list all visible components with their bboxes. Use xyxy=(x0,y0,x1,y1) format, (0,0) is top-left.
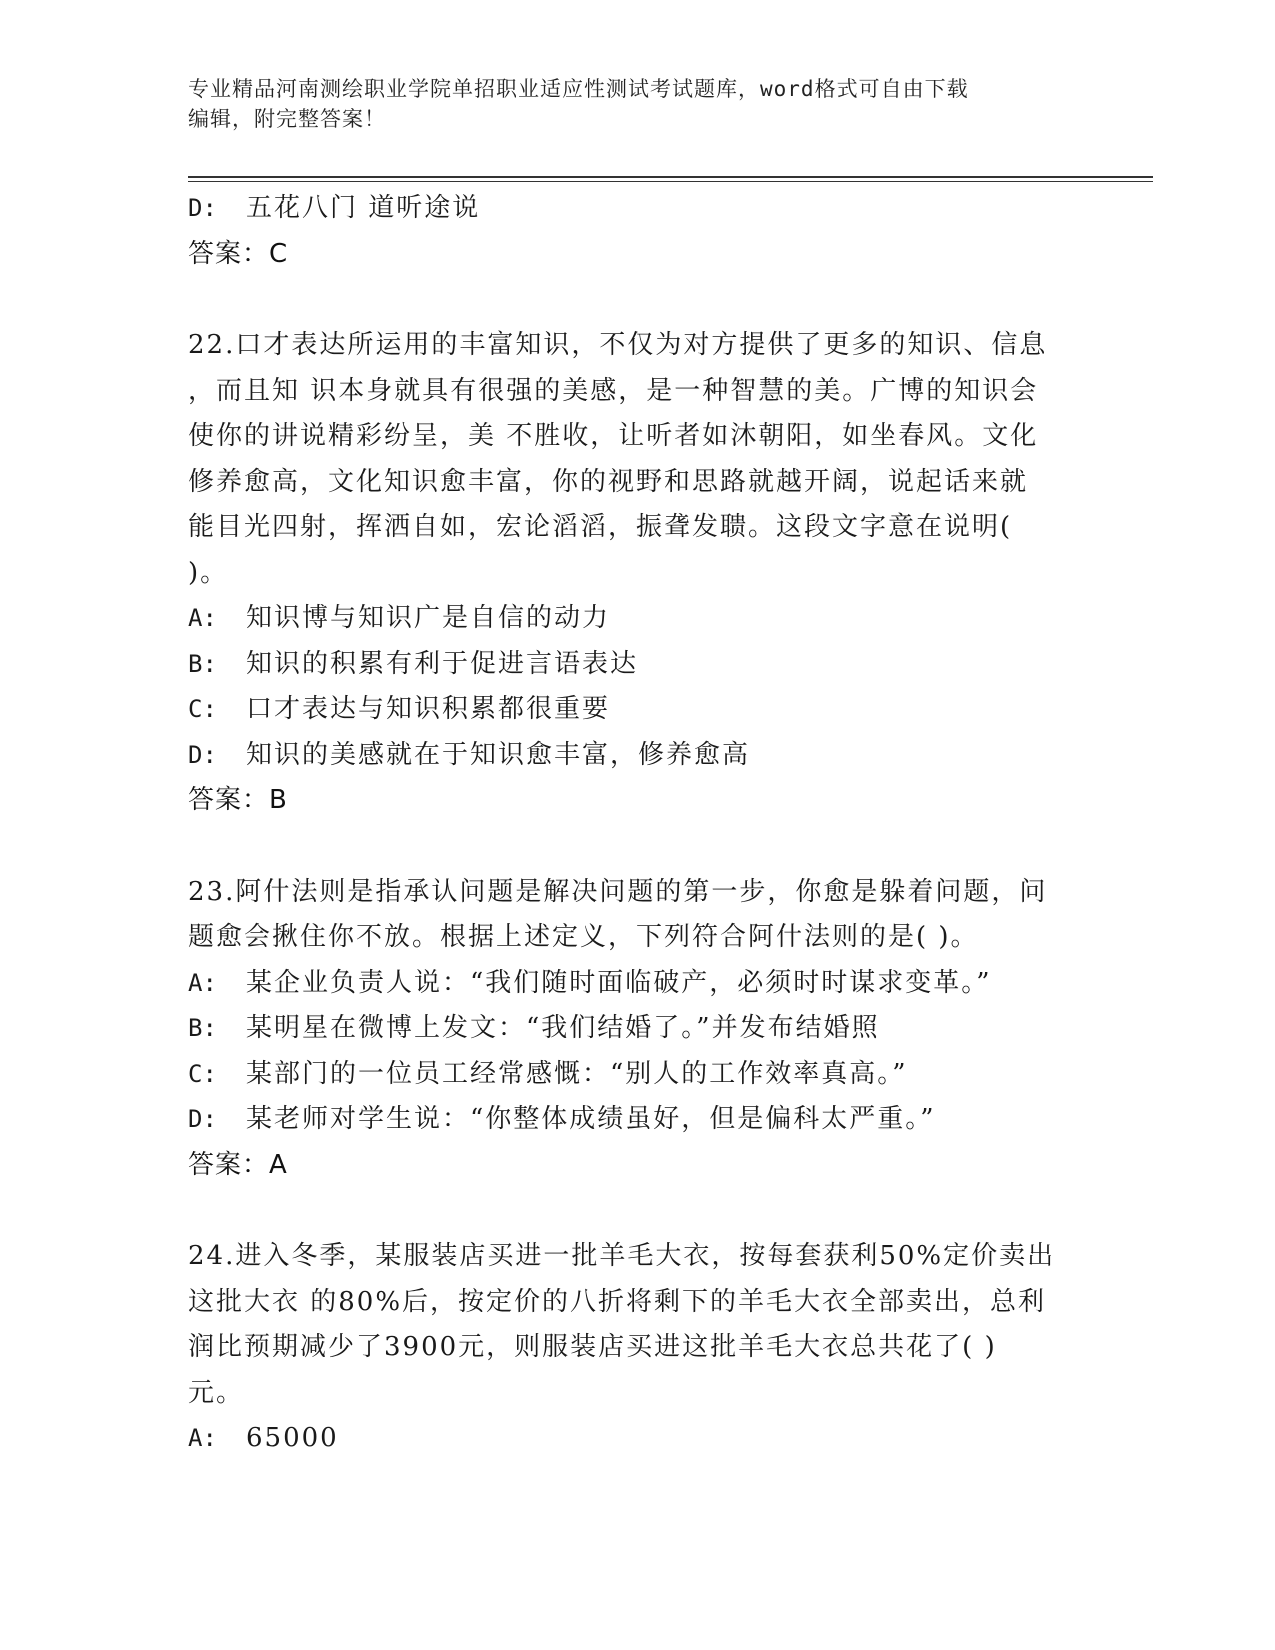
question-text-line: 润比预期减少了3900元，则服装店买进这批羊毛大衣总共花了( ) xyxy=(188,1332,997,1362)
question-21 xyxy=(188,186,1088,277)
question-text-line: 题愈会揪住你不放。根据上述定义，下列符合阿什法则的是( )。 xyxy=(188,922,979,952)
option-key: B: xyxy=(188,1014,217,1042)
spacer xyxy=(188,824,1088,870)
option-b xyxy=(188,1006,1088,1052)
question-23 xyxy=(188,870,1088,1189)
option-d xyxy=(188,186,1088,232)
spacer xyxy=(188,1188,1088,1234)
option-key: D: xyxy=(188,740,217,769)
document-body xyxy=(188,186,1088,1462)
question-text-line: 使你的讲说精彩纷呈，美 不胜收，让听者如沐朝阳，如坐春风。文化 xyxy=(188,421,1039,451)
question-text-line: 能目光四射，挥洒自如，宏论滔滔，振聋发聩。这段文字意在说明( xyxy=(188,512,1013,542)
header-line-1: 专业精品河南测绘职业学院单招职业适应性测试考试题库，word格式可自由下载 xyxy=(188,77,969,101)
question-text-line: 元。 xyxy=(188,1377,245,1408)
option-text: 知识的美感就在于知识愈丰富，修养愈高 xyxy=(246,739,751,770)
option-key: A: xyxy=(188,968,217,997)
question-text-line: 23.阿什法则是指承认问题是解决问题的第一步，你愈是躲着问题，问 xyxy=(188,876,1048,907)
option-b xyxy=(188,642,1088,688)
option-key: C: xyxy=(188,695,217,723)
option-c xyxy=(188,1052,1088,1098)
option-text: 知识的积累有利于促进言语表达 xyxy=(246,648,639,679)
option-a xyxy=(188,1416,1088,1462)
option-key: B: xyxy=(188,649,217,678)
question-text-line: 22.口才表达所运用的丰富知识，不仅为对方提供了更多的知识、信息 xyxy=(188,330,1048,360)
option-text: 某企业负责人说：“我们随时面临破产，必须时时谋求变革。” xyxy=(246,967,992,998)
option-text: 某明星在微博上发文：“我们结婚了。”并发布结婚照 xyxy=(246,1013,880,1043)
option-d xyxy=(188,733,1088,779)
option-text: 口才表达与知识积累都很重要 xyxy=(246,694,611,724)
option-c xyxy=(188,687,1088,733)
option-key: C: xyxy=(188,1059,217,1088)
question-text-line: )。 xyxy=(188,557,229,588)
option-text: 某部门的一位员工经常感慨：“别人的工作效率真高。” xyxy=(246,1058,908,1089)
option-text: 某老师对学生说：“你整体成绩虽好，但是偏科太严重。” xyxy=(246,1104,936,1134)
answer: 答案：A xyxy=(188,1149,288,1180)
question-22 xyxy=(188,323,1088,824)
option-key: D: xyxy=(188,1105,217,1133)
option-a xyxy=(188,596,1088,642)
page-header xyxy=(188,74,1068,134)
option-text: 65000 xyxy=(246,1423,339,1453)
option-key: D: xyxy=(188,194,217,222)
option-text: 知识博与知识广是自信的动力 xyxy=(246,603,611,633)
spacer xyxy=(188,277,1088,323)
answer: 答案：B xyxy=(188,785,288,815)
header-rule-thin xyxy=(188,181,1153,182)
question-text-line: 24.进入冬季，某服装店买进一批羊毛大衣，按每套获利50%定价卖出 xyxy=(188,1241,1056,1271)
option-key: A: xyxy=(188,1424,217,1452)
option-text: 五花八门 道听途说 xyxy=(246,193,481,223)
question-24 xyxy=(188,1234,1088,1462)
answer: 答案：C xyxy=(188,238,289,269)
header-rule-thick xyxy=(188,176,1153,178)
option-key: A: xyxy=(188,604,217,632)
header-line-2: 编辑，附完整答案！ xyxy=(188,107,386,131)
question-text-line: ，而且知 识本身就具有很强的美感，是一种智慧的美。广博的知识会 xyxy=(188,375,1039,406)
question-text-line: 修养愈高，文化知识愈丰富，你的视野和思路就越开阔，说起话来就 xyxy=(188,466,1029,497)
option-d xyxy=(188,1097,1088,1143)
option-a xyxy=(188,961,1088,1007)
question-text-line: 这批大衣 的80%后，按定价的八折将剩下的羊毛大衣全部卖出，总利 xyxy=(188,1286,1047,1317)
